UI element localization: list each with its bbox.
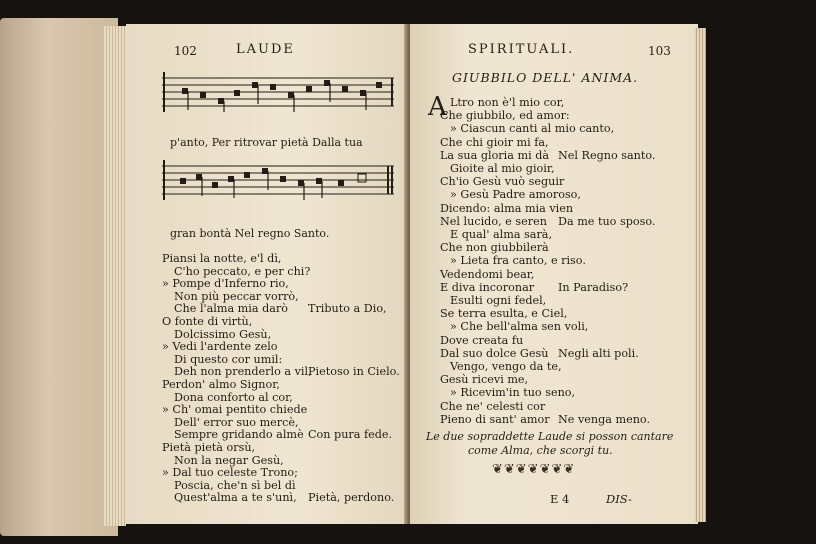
poem-line: Sempre gridando almè — [174, 428, 304, 442]
music-staff-1 — [162, 72, 394, 114]
poem-line: Che chi gioir mi fa, — [440, 135, 549, 149]
poem-line: Dove creata fu — [440, 333, 524, 347]
left-running-head: LAUDE — [236, 42, 295, 57]
poem-line: » Ch' omai pentito chiede — [162, 403, 308, 417]
poem-line: » Lieta fra canto, e riso. — [450, 254, 586, 268]
right-page-number: 103 — [648, 44, 671, 58]
poem-line: Di questo cor umil: — [174, 352, 283, 366]
signature-mark: E 4 — [550, 492, 570, 506]
note-line-2: come Alma, che scorgi tu. — [468, 444, 613, 457]
poem-line: Dell' error suo mercè, — [174, 415, 299, 429]
poem-line: Pietà pietà orsù, — [162, 441, 256, 454]
right-running-head: SPIRITUALI. — [468, 42, 575, 57]
poem-line: » Dal tuo celeste Trono; — [162, 466, 298, 480]
music-underlay-2: gran bontà Nel regno Santo. — [170, 227, 330, 240]
refrain-text: Da me tuo sposo. — [558, 214, 656, 228]
poem-line: » Che bell'alma sen voli, — [450, 320, 589, 334]
poem-line: » Vedi l'ardente zelo — [162, 340, 278, 354]
music-staff-2 — [162, 160, 394, 202]
refrain-text: Con pura fede. — [308, 428, 393, 442]
poem-line: Se terra esulta, e Ciel, — [440, 307, 568, 321]
poem-line: Dal suo dolce Gesù — [440, 346, 549, 360]
poem-line: Vengo, vengo da te, — [450, 360, 562, 373]
catchword: DIS- — [606, 492, 632, 506]
poem-line: Dolcissimo Gesù, — [174, 327, 272, 341]
poem-line: Che ne' celesti cor — [440, 399, 546, 413]
poem-line: Non più peccar vorrò, — [174, 289, 299, 303]
refrain-text: Pietà, perdono. — [308, 491, 395, 505]
drop-cap: A — [428, 92, 447, 122]
poem-line: Dicendo: alma mia vien — [440, 201, 574, 215]
poem-line: Dona conforto al cor, — [174, 390, 293, 404]
poem-line: » Ciascun canti al mio canto, — [450, 122, 615, 136]
refrain-text: Pietoso in Cielo. — [308, 365, 400, 379]
right-page — [410, 24, 698, 524]
poem-line: Quest'alma a te s'unì, — [174, 491, 297, 505]
poem-line: Nel lucido, e seren — [440, 214, 547, 228]
poem-line: » Gesù Padre amoroso, — [450, 188, 581, 202]
poem-line: Ltro non è'l mio cor, — [450, 96, 565, 109]
poem-line: Perdon' almo Signor, — [162, 378, 280, 391]
refrain-text: Nel Regno santo. — [558, 148, 656, 162]
section-title: GIUBBILO DELL' ANIMA. — [452, 70, 639, 85]
left-page — [126, 24, 408, 524]
poem-line: C'ho peccato, e per chi? — [174, 264, 311, 278]
poem-line: La sua gloria mi dà — [440, 148, 550, 162]
note-line-1: Le due sopraddette Laude si posson cantare — [426, 430, 674, 443]
poem-line: Esulti ogni fedel, — [450, 294, 547, 307]
refrain-text: Tributo a Dio, — [308, 302, 387, 316]
poem-line: E qual' alma sarà, — [450, 228, 553, 241]
poem-line: » Pompe d'Inferno rio, — [162, 277, 289, 291]
poem-line: O fonte di virtù, — [162, 315, 253, 328]
poem-line: Vedendomi bear, — [440, 267, 535, 281]
page-edges-left — [104, 26, 126, 526]
poem-line: Non la negar Gesù, — [174, 453, 284, 467]
poem-line: Poscia, che'n sì bel dì — [174, 478, 296, 492]
page-edges-right — [694, 28, 706, 522]
poem-line: Che non giubbilerà — [440, 241, 549, 255]
poem-line: » Ricevim'in tuo seno, — [450, 386, 576, 400]
poem-line: Gesù ricevi me, — [440, 373, 529, 387]
poem-line: Deh non prenderlo a vil, — [174, 365, 312, 379]
ornament-divider: ❦❦❦❦❦❦❦ — [492, 462, 576, 477]
refrain-text: Ne venga meno. — [558, 412, 651, 426]
poem-line: Ch'io Gesù vuò seguir — [440, 175, 565, 189]
left-page-number: 102 — [174, 44, 197, 58]
poem-line: E diva incoronar — [440, 280, 535, 294]
music-underlay-1: p'anto, Per ritrovar pietà Dalla tua — [170, 136, 363, 149]
poem-line: Gioite al mio gioir, — [450, 162, 555, 175]
poem-line: Pieno di sant' amor — [440, 412, 550, 426]
refrain-text: In Paradiso? — [558, 280, 629, 294]
poem-line: Che giubbilo, ed amor: — [440, 109, 570, 123]
book-cover — [0, 18, 118, 536]
refrain-text: Negli alti poli. — [558, 346, 639, 360]
poem-line: Piansi la notte, e'l dì, — [162, 252, 282, 265]
poem-line: Che l'alma mia darò — [174, 302, 289, 316]
